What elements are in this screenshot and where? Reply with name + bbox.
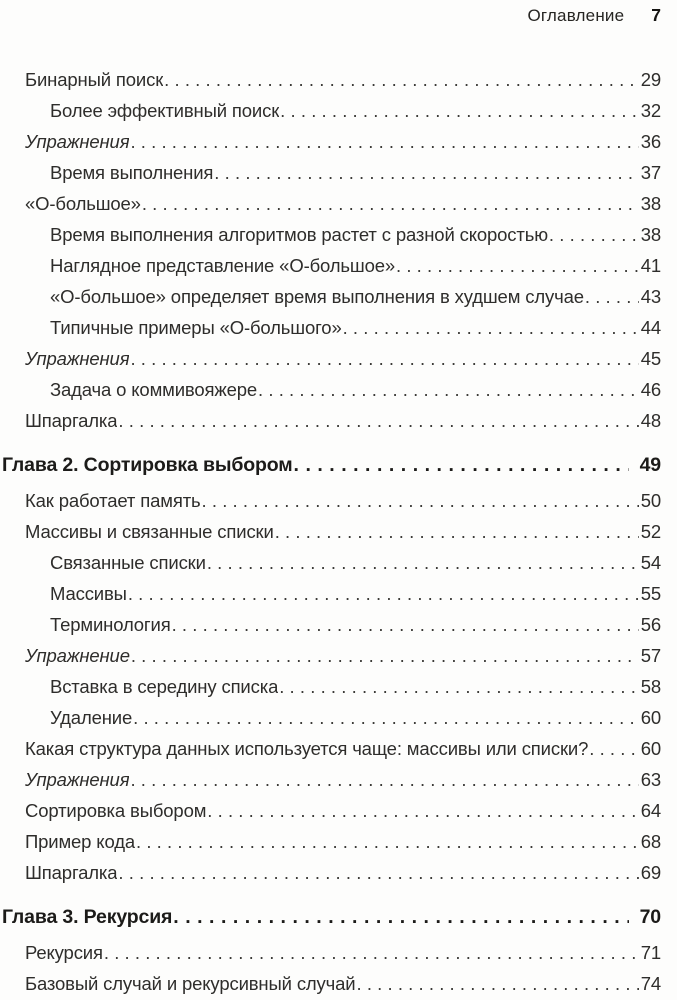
toc-entry [2, 379, 661, 410]
toc-entry-label: Терминология [50, 614, 171, 635]
page-number: 7 [651, 5, 661, 25]
toc-entry [2, 410, 661, 441]
toc-entry [2, 614, 661, 645]
toc-entry [2, 769, 661, 800]
dot-leader [118, 410, 638, 432]
dot-leader [128, 583, 639, 605]
toc-entry [2, 552, 661, 583]
toc-entry-page: 37 [640, 162, 661, 183]
toc-entry [2, 738, 661, 769]
toc-entry-page: 71 [640, 942, 661, 963]
dot-leader [214, 162, 638, 184]
toc-entry [2, 707, 661, 738]
toc-entry-page: 69 [640, 862, 661, 883]
dot-leader [207, 800, 638, 822]
toc-entry [2, 193, 661, 224]
toc-entry [2, 286, 661, 317]
toc-entry-page: 49 [639, 454, 661, 476]
toc-entry-label: Вставка в середину списка [50, 676, 279, 697]
toc-entry [2, 100, 661, 131]
toc-entry-page: 36 [640, 131, 661, 152]
toc-entry [2, 676, 661, 707]
toc-entry-page: 38 [640, 224, 661, 245]
toc-entry-page: 41 [640, 255, 661, 276]
toc-entry-label: Задача о коммивояжере [50, 379, 258, 400]
dot-leader [280, 100, 639, 122]
toc-entry-label: Время выполнения алгоритмов растет с разной скоростью [50, 224, 548, 245]
toc-entry [2, 862, 661, 893]
toc-entry [2, 317, 661, 348]
page-title: Оглавление [527, 6, 625, 25]
toc-entry [2, 348, 661, 379]
toc-entry-label: Упражнения [25, 131, 130, 152]
toc-entry [2, 942, 661, 973]
toc-entry-label: Как работает память [25, 490, 201, 511]
toc-entry [2, 521, 661, 552]
toc-entry-page: 44 [640, 317, 661, 338]
toc-entry-label: Бинарный поиск [25, 69, 164, 90]
toc-entry-label: Массивы и связанные списки [25, 521, 274, 542]
toc-entry-page: 52 [640, 521, 661, 542]
toc-entry-page: 60 [640, 707, 661, 728]
dot-leader [396, 255, 639, 277]
toc-entry-page: 50 [640, 490, 661, 511]
toc-entry-page: 54 [640, 552, 661, 573]
toc-entry-label: Упражнения [25, 769, 130, 790]
toc-entry [2, 800, 661, 831]
dot-leader [131, 645, 639, 667]
toc-entry-label: Наглядное представление «О-большое» [50, 255, 395, 276]
toc-entry-page: 56 [640, 614, 661, 635]
toc-entry [2, 255, 661, 286]
dot-leader [202, 490, 639, 512]
toc-entry-label: Глава 2. Сортировка выбором [2, 454, 293, 476]
toc-entry-label: Упражнение [25, 645, 130, 666]
dot-leader [104, 942, 639, 964]
toc-entry-page: 43 [640, 286, 661, 307]
toc-entry-label: Связанные списки [50, 552, 206, 573]
toc-entry [2, 831, 661, 862]
toc-entry [2, 69, 661, 100]
toc-entry [2, 583, 661, 614]
toc-entry-page: 55 [640, 583, 661, 604]
dot-leader [356, 973, 638, 995]
dot-leader [207, 552, 639, 574]
toc-entry-page: 58 [640, 676, 661, 697]
toc-entry-label: Пример кода [25, 831, 135, 852]
dot-leader [136, 831, 639, 853]
toc-entry [2, 906, 661, 937]
toc-entry-label: Глава 3. Рекурсия [2, 906, 173, 928]
toc-entry-label: Базовый случай и рекурсивный случай [25, 973, 356, 994]
toc-entry-page: 63 [640, 769, 661, 790]
toc-entry [2, 224, 661, 255]
toc-entry-page: 60 [640, 738, 661, 759]
toc-entry-label: Массивы [50, 583, 127, 604]
dot-leader [130, 131, 638, 153]
running-head [2, 5, 661, 26]
toc-entry-page: 57 [640, 645, 661, 666]
dot-leader [164, 69, 639, 91]
toc-entry-label: «О-большое» [25, 193, 141, 214]
toc-entry-label: Сортировка выбором [25, 800, 207, 821]
dot-leader [589, 738, 638, 760]
toc-entry-page: 64 [640, 800, 661, 821]
toc-entry-label: Шпаргалка [25, 410, 118, 431]
toc-entry-label: «О-большое» определяет время выполнения в худшем случае [50, 286, 584, 307]
dot-leader [130, 348, 638, 370]
toc-entry-page: 68 [640, 831, 661, 852]
dot-leader [133, 707, 639, 729]
toc-entry-page: 45 [640, 348, 661, 369]
toc-entry [2, 973, 661, 1000]
toc-entry-label: Время выполнения [50, 162, 214, 183]
toc-entry [2, 490, 661, 521]
toc-entry-label: Типичные примеры «О-большого» [50, 317, 342, 338]
dot-leader [585, 286, 639, 308]
toc-entry-page: 70 [639, 906, 661, 928]
toc-entry-page: 46 [640, 379, 661, 400]
dot-leader [118, 862, 638, 884]
dot-leader [294, 454, 629, 477]
dot-leader [549, 224, 639, 246]
toc-entry-page: 32 [640, 100, 661, 121]
dot-leader [142, 193, 639, 215]
toc-entry-label: Рекурсия [25, 942, 103, 963]
toc-entry [2, 131, 661, 162]
dot-leader [343, 317, 639, 339]
toc-entry-page: 29 [640, 69, 661, 90]
toc-entry [2, 645, 661, 676]
toc-entry-page: 74 [640, 973, 661, 994]
toc-entry-page: 48 [640, 410, 661, 431]
dot-leader [275, 521, 639, 543]
toc-entry-label: Какая структура данных используется чаще: массивы или списки? [25, 738, 589, 759]
toc-entry-label: Упражнения [25, 348, 130, 369]
toc-list [2, 69, 661, 1000]
dot-leader [130, 769, 638, 791]
toc-entry-label: Более эффективный поиск [50, 100, 280, 121]
toc-entry [2, 162, 661, 193]
dot-leader [279, 676, 639, 698]
toc-entry [2, 454, 661, 485]
toc-entry-label: Шпаргалка [25, 862, 118, 883]
dot-leader [258, 379, 639, 401]
dot-leader [172, 614, 639, 636]
dot-leader [173, 906, 628, 929]
toc-entry-label: Удаление [50, 707, 133, 728]
toc-entry-page: 38 [640, 193, 661, 214]
